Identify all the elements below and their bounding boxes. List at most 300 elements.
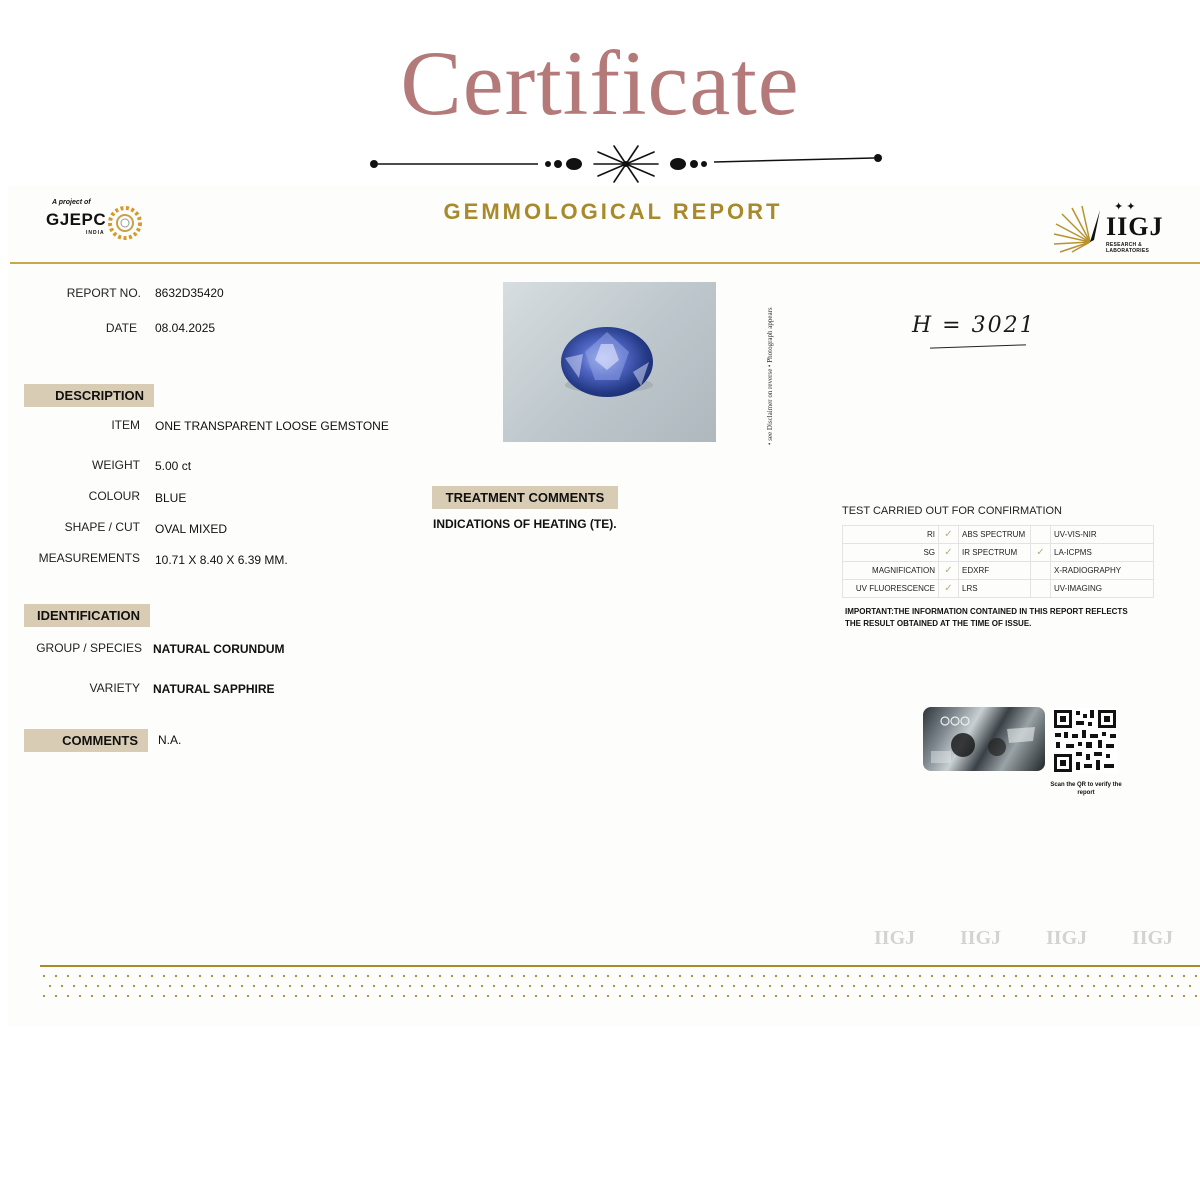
shape-label: SHAPE / CUT bbox=[64, 520, 140, 534]
border-dot bbox=[775, 975, 777, 977]
border-dot bbox=[961, 985, 963, 987]
border-dot bbox=[241, 985, 243, 987]
border-dot bbox=[859, 995, 861, 997]
border-dot bbox=[643, 975, 645, 977]
border-dot bbox=[175, 995, 177, 997]
border-dot bbox=[847, 995, 849, 997]
border-dot bbox=[1141, 985, 1143, 987]
border-dot bbox=[331, 995, 333, 997]
iigj-stars-icon: ✦✦ bbox=[1114, 201, 1139, 213]
border-dot bbox=[451, 995, 453, 997]
border-dot bbox=[769, 985, 771, 987]
test-name: UV-IMAGING bbox=[1051, 580, 1154, 598]
border-dot bbox=[679, 995, 681, 997]
border-dot bbox=[145, 985, 147, 987]
border-dot bbox=[835, 975, 837, 977]
check-icon bbox=[1031, 580, 1051, 598]
border-dot bbox=[1051, 975, 1053, 977]
report-number: 8632D35420 bbox=[155, 286, 224, 300]
border-dot bbox=[883, 995, 885, 997]
border-dot bbox=[607, 995, 609, 997]
border-dot bbox=[187, 995, 189, 997]
treatment-heading: TREATMENT COMMENTS bbox=[432, 486, 618, 509]
border-dot bbox=[103, 975, 105, 977]
border-dot bbox=[115, 995, 117, 997]
border-dot bbox=[631, 975, 633, 977]
border-dot bbox=[787, 975, 789, 977]
border-dot bbox=[325, 985, 327, 987]
border-dot bbox=[1183, 995, 1185, 997]
border-dot bbox=[1105, 985, 1107, 987]
border-dot bbox=[919, 975, 921, 977]
gjepc-country: INDIA bbox=[86, 230, 105, 236]
border-dot bbox=[373, 985, 375, 987]
border-dot bbox=[613, 985, 615, 987]
border-dot bbox=[775, 995, 777, 997]
border-dot bbox=[1099, 975, 1101, 977]
border-dot bbox=[1195, 995, 1197, 997]
border-dot bbox=[409, 985, 411, 987]
border-dot bbox=[403, 995, 405, 997]
border-dot bbox=[43, 995, 45, 997]
border-dot bbox=[157, 985, 159, 987]
border-dot bbox=[1045, 985, 1047, 987]
border-dot bbox=[343, 975, 345, 977]
border-dot bbox=[703, 995, 705, 997]
border-dot bbox=[1039, 975, 1041, 977]
border-dot bbox=[217, 985, 219, 987]
border-dot bbox=[553, 985, 555, 987]
table-row bbox=[843, 580, 1154, 598]
border-dot bbox=[511, 995, 513, 997]
table-row bbox=[843, 544, 1154, 562]
border-dot bbox=[949, 985, 951, 987]
border-dot bbox=[985, 985, 987, 987]
border-dot bbox=[973, 985, 975, 987]
border-dot bbox=[571, 995, 573, 997]
border-dot bbox=[415, 995, 417, 997]
border-dot bbox=[673, 985, 675, 987]
border-dot bbox=[847, 975, 849, 977]
border-dot bbox=[469, 985, 471, 987]
border-dot bbox=[997, 985, 999, 987]
border-dot bbox=[61, 985, 63, 987]
border-dot bbox=[667, 975, 669, 977]
border-dot bbox=[193, 985, 195, 987]
border-dot bbox=[1195, 975, 1197, 977]
border-dot bbox=[1087, 995, 1089, 997]
border-dot bbox=[403, 975, 405, 977]
border-dot bbox=[1063, 995, 1065, 997]
border-dot bbox=[355, 975, 357, 977]
qr-code-icon[interactable] bbox=[1052, 708, 1118, 774]
border-dot bbox=[913, 985, 915, 987]
border-dot bbox=[763, 995, 765, 997]
check-icon bbox=[1031, 526, 1051, 544]
border-dot bbox=[367, 975, 369, 977]
gemstone-image bbox=[503, 282, 716, 442]
border-dot bbox=[475, 975, 477, 977]
border-dot bbox=[229, 985, 231, 987]
border-dot bbox=[349, 985, 351, 987]
important-label: IMPORTANT: bbox=[845, 607, 894, 616]
border-dot bbox=[577, 985, 579, 987]
border-dot bbox=[649, 985, 651, 987]
border-dot bbox=[1171, 995, 1173, 997]
check-icon: ✓ bbox=[939, 526, 959, 544]
border-dot bbox=[169, 985, 171, 987]
border-dot bbox=[397, 985, 399, 987]
border-dot bbox=[379, 995, 381, 997]
border-dot bbox=[583, 995, 585, 997]
border-dot bbox=[823, 995, 825, 997]
border-dot bbox=[523, 975, 525, 977]
shape-value: OVAL MIXED bbox=[155, 522, 228, 536]
border-dot bbox=[925, 985, 927, 987]
border-dot bbox=[277, 985, 279, 987]
border-dot bbox=[1183, 975, 1185, 977]
border-dot bbox=[967, 975, 969, 977]
border-dot bbox=[811, 995, 813, 997]
border-dot bbox=[817, 985, 819, 987]
identification-heading: IDENTIFICATION bbox=[24, 604, 150, 627]
iigj-watermark: IIGJ bbox=[1132, 927, 1174, 949]
border-dot bbox=[235, 995, 237, 997]
border-dot bbox=[493, 985, 495, 987]
border-dot bbox=[541, 985, 543, 987]
border-dot bbox=[853, 985, 855, 987]
border-dot bbox=[115, 975, 117, 977]
border-dot bbox=[799, 995, 801, 997]
check-icon: ✓ bbox=[1031, 544, 1051, 562]
border-dot bbox=[1135, 975, 1137, 977]
date-label: DATE bbox=[105, 321, 137, 335]
test-name: LA-ICPMS bbox=[1051, 544, 1154, 562]
border-dot bbox=[517, 985, 519, 987]
border-dot bbox=[991, 975, 993, 977]
border-dot bbox=[727, 975, 729, 977]
hologram-seal bbox=[923, 707, 1045, 771]
border-dot bbox=[67, 975, 69, 977]
border-dot bbox=[739, 995, 741, 997]
border-dot bbox=[1111, 995, 1113, 997]
border-dot bbox=[487, 975, 489, 977]
border-dot bbox=[187, 975, 189, 977]
border-dot bbox=[1135, 995, 1137, 997]
border-dot bbox=[283, 995, 285, 997]
border-dot bbox=[589, 985, 591, 987]
iigj-name: IIGJ bbox=[1106, 212, 1164, 241]
border-dot bbox=[439, 995, 441, 997]
iigj-watermark: IIGJ bbox=[874, 927, 916, 949]
border-dot bbox=[643, 995, 645, 997]
gjepc-name: GJEPC bbox=[46, 210, 107, 229]
border-dot bbox=[877, 985, 879, 987]
border-dot bbox=[463, 995, 465, 997]
border-dot bbox=[739, 975, 741, 977]
comments-heading: COMMENTS bbox=[24, 729, 148, 752]
variety-label: VARIETY bbox=[89, 681, 140, 695]
border-dot bbox=[259, 975, 261, 977]
report-date: 08.04.2025 bbox=[155, 321, 216, 335]
border-dot bbox=[199, 995, 201, 997]
border-dot bbox=[361, 985, 363, 987]
border-dot bbox=[319, 995, 321, 997]
weight-value: 5.00 ct bbox=[155, 459, 192, 473]
border-dot bbox=[271, 995, 273, 997]
border-dot bbox=[841, 985, 843, 987]
border-dot bbox=[595, 995, 597, 997]
border-dot bbox=[313, 985, 315, 987]
border-dot bbox=[91, 995, 93, 997]
border-dot bbox=[1153, 985, 1155, 987]
border-dot bbox=[355, 995, 357, 997]
border-dot bbox=[709, 985, 711, 987]
border-dot bbox=[1159, 995, 1161, 997]
border-dot bbox=[385, 985, 387, 987]
border-dot bbox=[601, 985, 603, 987]
border-dot bbox=[1177, 985, 1179, 987]
test-name: SG bbox=[843, 544, 939, 562]
border-dot bbox=[133, 985, 135, 987]
border-dot bbox=[445, 985, 447, 987]
border-dot bbox=[79, 995, 81, 997]
border-dot bbox=[235, 975, 237, 977]
border-dot bbox=[1057, 985, 1059, 987]
border-dot bbox=[799, 975, 801, 977]
iigj-subtitle: RESEARCH & LABORATORIES bbox=[1106, 242, 1150, 254]
border-dot bbox=[889, 985, 891, 987]
border-dot bbox=[139, 975, 141, 977]
border-dot bbox=[679, 975, 681, 977]
border-dot bbox=[751, 995, 753, 997]
border-dot bbox=[1015, 975, 1017, 977]
header-rule bbox=[10, 262, 1200, 264]
border-dot bbox=[481, 985, 483, 987]
border-dot bbox=[991, 995, 993, 997]
border-dot bbox=[211, 975, 213, 977]
iigj-watermark: IIGJ bbox=[960, 927, 1002, 949]
border-dot bbox=[1147, 975, 1149, 977]
border-dot bbox=[805, 985, 807, 987]
border-dot bbox=[703, 975, 705, 977]
border-dot bbox=[457, 985, 459, 987]
certificate-title: Certificate bbox=[400, 32, 800, 134]
border-dot bbox=[1099, 995, 1101, 997]
border-dot bbox=[1039, 995, 1041, 997]
border-dot bbox=[97, 985, 99, 987]
test-name: UV-VIS-NIR bbox=[1051, 526, 1154, 544]
border-dot bbox=[535, 995, 537, 997]
border-dot bbox=[571, 975, 573, 977]
border-dot bbox=[475, 995, 477, 997]
border-dot bbox=[895, 995, 897, 997]
colour-value: BLUE bbox=[155, 491, 187, 505]
border-dot bbox=[175, 975, 177, 977]
border-dot bbox=[127, 995, 129, 997]
border-dot bbox=[199, 975, 201, 977]
treatment-value: INDICATIONS OF HEATING (TE). bbox=[433, 517, 617, 531]
border-dot bbox=[871, 995, 873, 997]
border-dot bbox=[487, 995, 489, 997]
border-dot bbox=[931, 975, 933, 977]
border-dot bbox=[1123, 975, 1125, 977]
border-dot bbox=[91, 975, 93, 977]
important-notice bbox=[845, 606, 1145, 630]
item-label: ITEM bbox=[111, 418, 140, 432]
border-dot bbox=[283, 975, 285, 977]
border-dot bbox=[1087, 975, 1089, 977]
border-dot bbox=[793, 985, 795, 987]
border-dot bbox=[691, 975, 693, 977]
border-dot bbox=[223, 975, 225, 977]
ornament-divider bbox=[368, 140, 884, 184]
border-dot bbox=[265, 985, 267, 987]
border-dot bbox=[859, 975, 861, 977]
iigj-watermark: IIGJ bbox=[1046, 927, 1088, 949]
border-dot bbox=[625, 985, 627, 987]
border-dot bbox=[1189, 985, 1191, 987]
border-dot bbox=[667, 995, 669, 997]
iigj-burst-icon bbox=[1050, 204, 1102, 254]
test-name: RI bbox=[843, 526, 939, 544]
decorative-border bbox=[40, 962, 1200, 1002]
border-dot bbox=[127, 975, 129, 977]
important-text: THE INFORMATION CONTAINED IN THIS REPORT REFLECTS THE RESULT OBTAINED AT THE TIME OF ISSUE. bbox=[845, 607, 1128, 628]
border-dot bbox=[79, 975, 81, 977]
border-dot bbox=[1027, 975, 1029, 977]
border-dot bbox=[547, 975, 549, 977]
border-dot bbox=[661, 985, 663, 987]
border-dot bbox=[1063, 975, 1065, 977]
handwritten-note: H = 3021 bbox=[912, 313, 1036, 338]
border-dot bbox=[529, 985, 531, 987]
variety-value: NATURAL SAPPHIRE bbox=[153, 682, 275, 696]
border-dot bbox=[343, 995, 345, 997]
border-dot bbox=[1033, 985, 1035, 987]
border-dot bbox=[907, 975, 909, 977]
border-dot bbox=[979, 975, 981, 977]
border-dot bbox=[931, 995, 933, 997]
border-dot bbox=[433, 985, 435, 987]
border-dot bbox=[379, 975, 381, 977]
border-dot bbox=[181, 985, 183, 987]
border-dot bbox=[787, 995, 789, 997]
border-dot bbox=[451, 975, 453, 977]
border-dot bbox=[1123, 995, 1125, 997]
border-dot bbox=[655, 995, 657, 997]
border-dot bbox=[391, 995, 393, 997]
border-dot bbox=[583, 975, 585, 977]
test-name: IR SPECTRUM bbox=[959, 544, 1031, 562]
border-dot bbox=[1015, 995, 1017, 997]
test-name: EDXRF bbox=[959, 562, 1031, 580]
border-dot bbox=[565, 985, 567, 987]
border-dot bbox=[151, 995, 153, 997]
border-dot bbox=[295, 995, 297, 997]
border-dot bbox=[211, 995, 213, 997]
border-dot bbox=[205, 985, 207, 987]
border-dot bbox=[1171, 975, 1173, 977]
check-icon bbox=[1031, 562, 1051, 580]
measurements-label: MEASUREMENTS bbox=[38, 551, 140, 565]
check-icon: ✓ bbox=[939, 580, 959, 598]
border-dot bbox=[301, 985, 303, 987]
item-value: ONE TRANSPARENT LOOSE GEMSTONE bbox=[155, 419, 389, 433]
border-dot bbox=[727, 995, 729, 997]
border-dot bbox=[331, 975, 333, 977]
border-dot bbox=[415, 975, 417, 977]
border-dot bbox=[67, 995, 69, 997]
gemstone-photo bbox=[503, 282, 716, 442]
border-dot bbox=[1117, 985, 1119, 987]
border-dot bbox=[1003, 975, 1005, 977]
group-value: NATURAL CORUNDUM bbox=[153, 642, 285, 656]
border-dot bbox=[319, 975, 321, 977]
border-dot bbox=[307, 995, 309, 997]
comments-value: N.A. bbox=[158, 733, 182, 747]
border-dot bbox=[439, 975, 441, 977]
border-dot bbox=[151, 975, 153, 977]
border-dot bbox=[745, 985, 747, 987]
border-dot bbox=[895, 975, 897, 977]
border-dot bbox=[1009, 985, 1011, 987]
border-dot bbox=[49, 985, 51, 987]
border-dot bbox=[367, 995, 369, 997]
border-dot bbox=[829, 985, 831, 987]
test-name: LRS bbox=[959, 580, 1031, 598]
border-dot bbox=[607, 975, 609, 977]
border-dot bbox=[1051, 995, 1053, 997]
border-dot bbox=[427, 975, 429, 977]
weight-label: WEIGHT bbox=[92, 458, 140, 472]
test-name: X-RADIOGRAPHY bbox=[1051, 562, 1154, 580]
border-dot bbox=[979, 995, 981, 997]
border-dot bbox=[559, 995, 561, 997]
border-dot bbox=[715, 995, 717, 997]
border-dot bbox=[499, 975, 501, 977]
border-dot bbox=[943, 995, 945, 997]
border-dot bbox=[109, 985, 111, 987]
border-dot bbox=[685, 985, 687, 987]
border-dot bbox=[637, 985, 639, 987]
border-dot bbox=[1093, 985, 1095, 987]
border-dot bbox=[163, 975, 165, 977]
border-dot bbox=[463, 975, 465, 977]
table-row bbox=[843, 562, 1154, 580]
border-dot bbox=[937, 985, 939, 987]
border-dot bbox=[307, 975, 309, 977]
border-dot bbox=[871, 975, 873, 977]
iigj-logo bbox=[1050, 200, 1184, 260]
border-dot bbox=[295, 975, 297, 977]
report-heading: GEMMOLOGICAL REPORT bbox=[443, 199, 783, 224]
border-dot bbox=[955, 995, 957, 997]
border-dot bbox=[103, 995, 105, 997]
border-dot bbox=[1147, 995, 1149, 997]
border-dot bbox=[697, 985, 699, 987]
border-dot bbox=[289, 985, 291, 987]
border-dot bbox=[919, 995, 921, 997]
border-dot bbox=[595, 975, 597, 977]
border-dot bbox=[865, 985, 867, 987]
border-dot bbox=[505, 985, 507, 987]
border-dot bbox=[511, 975, 513, 977]
border-dot bbox=[1075, 995, 1077, 997]
tests-label: TEST CARRIED OUT FOR CONFIRMATION bbox=[842, 505, 1063, 517]
border-dot bbox=[421, 985, 423, 987]
table-row bbox=[843, 526, 1154, 544]
